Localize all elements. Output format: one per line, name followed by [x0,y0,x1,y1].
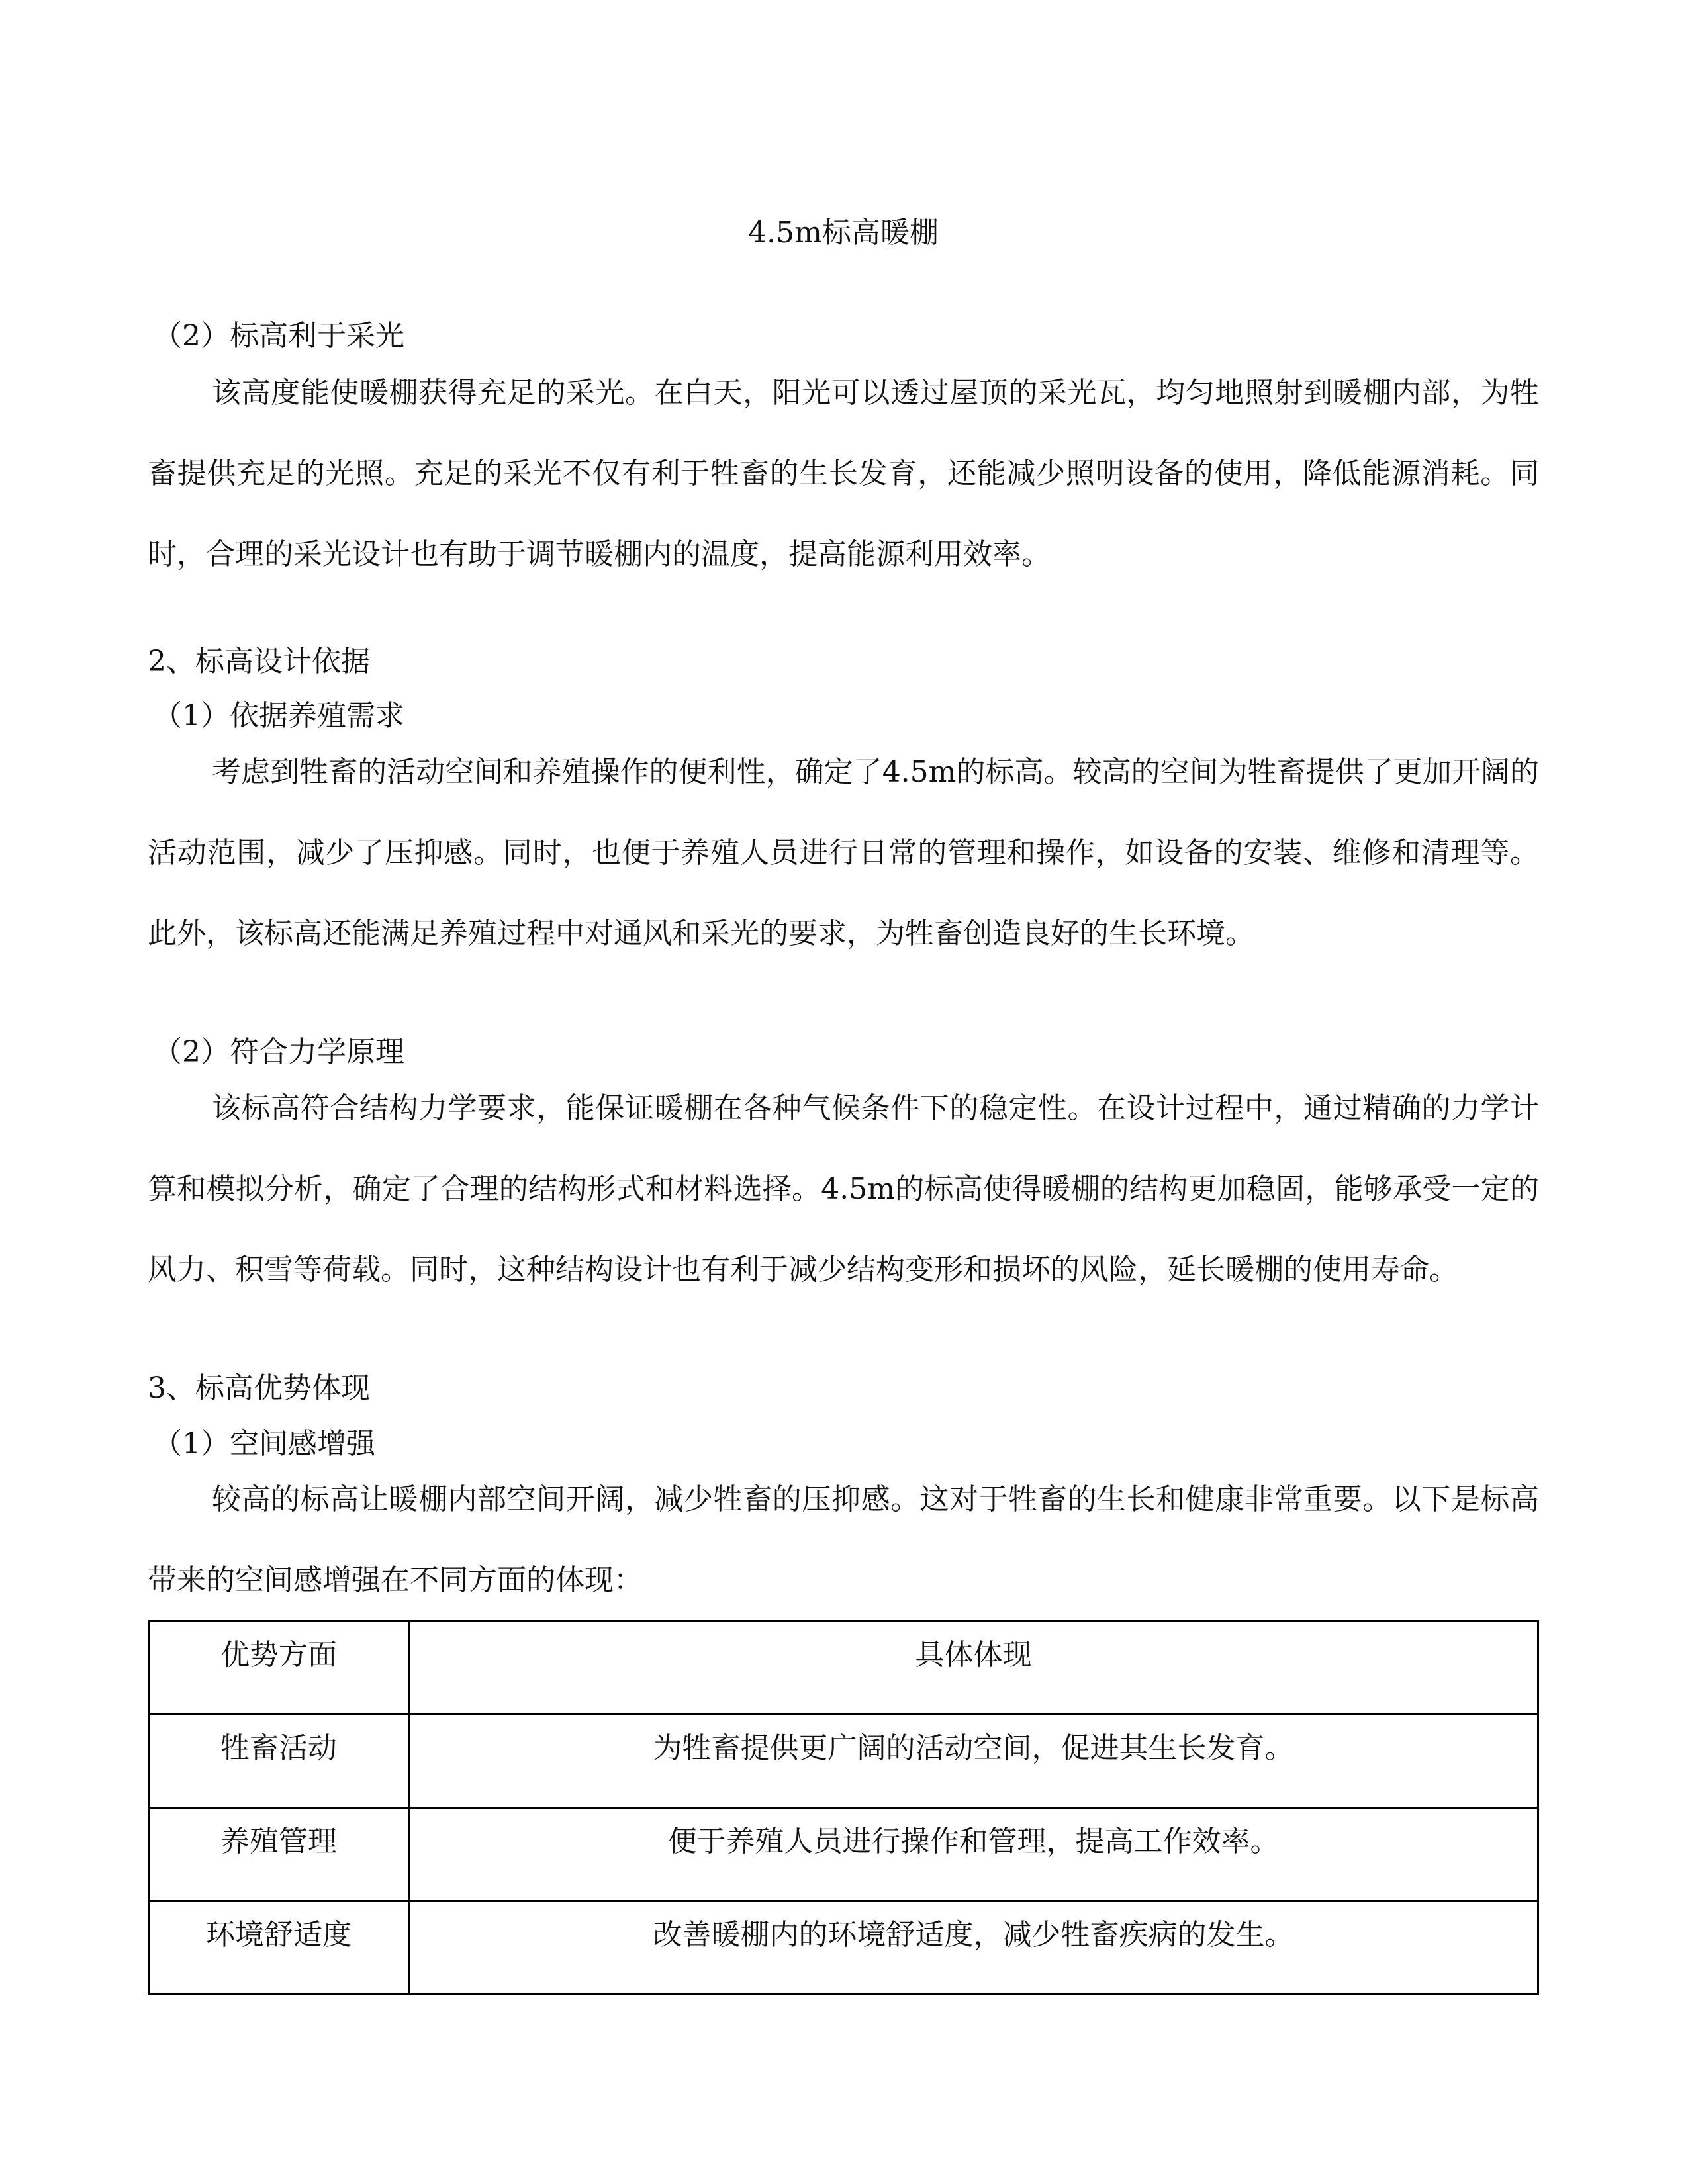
table-cell: 养殖管理 [149,1808,409,1901]
table-header-cell: 优势方面 [149,1621,409,1715]
table-cell: 为牲畜提供更广阔的活动空间，促进其生长发育。 [409,1715,1538,1808]
heading-breeding-needs: （1）依据养殖需求 [153,699,404,733]
table-cell: 改善暖棚内的环境舒适度，减少牲畜疾病的发生。 [409,1901,1538,1995]
heading-design-basis: 2、标高设计依据 [148,645,370,678]
table-cell: 环境舒适度 [149,1901,409,1995]
heading-advantages: 3、标高优势体现 [148,1371,370,1405]
advantages-table [148,1620,1539,1995]
table-header-cell: 具体体现 [409,1621,1538,1715]
table-cell: 牲畜活动 [149,1715,409,1808]
paragraph-space: 较高的标高让暖棚内部空间开阔，减少牲畜的压抑感。这对于牲畜的生长和健康非常重要。以下是标高带来的空间感增强在不同方面的体现： [148,1482,1539,1597]
heading-lighting: （2）标高利于采光 [153,319,404,353]
table-row [149,1808,1538,1901]
document-title: 4.5m标高暖棚 [748,216,939,250]
table-row [149,1715,1538,1808]
table-cell: 便于养殖人员进行操作和管理，提高工作效率。 [409,1808,1538,1901]
paragraph-breeding-needs: 考虑到牲畜的活动空间和养殖操作的便利性，确定了4.5m的标高。较高的空间为牲畜提供了更加开阔的活动范围，减少了压抑感。同时，也便于养殖人员进行日常的管理和操作，如设备的安装、维修和清理等。此外，该标高还能满足养殖过程中对通风和采光的要求，为牲畜创造良好的生长环境。 [148,755,1539,950]
table-row [149,1901,1538,1995]
table-header-row [149,1621,1538,1715]
heading-space: （1）空间感增强 [153,1427,375,1461]
paragraph-mechanics: 该标高符合结构力学要求，能保证暖棚在各种气候条件下的稳定性。在设计过程中，通过精确的力学计算和模拟分析，确定了合理的结构形式和材料选择。4.5m的标高使得暖棚的结构更加稳固，能够承受一定的风力、积雪等荷载。同时，这种结构设计也有利于减少结构变形和损坏的风险，延长暖棚的使用寿命。 [148,1091,1539,1287]
heading-mechanics: （2）符合力学原理 [153,1035,404,1069]
paragraph-lighting: 该高度能使暖棚获得充足的采光。在白天，阳光可以透过屋顶的采光瓦，均匀地照射到暖棚内部，为牲畜提供充足的光照。充足的采光不仅有利于牲畜的生长发育，还能减少照明设备的使用，降低能源消耗。同时，合理的采光设计也有助于调节暖棚内的温度，提高能源利用效率。 [148,376,1539,571]
